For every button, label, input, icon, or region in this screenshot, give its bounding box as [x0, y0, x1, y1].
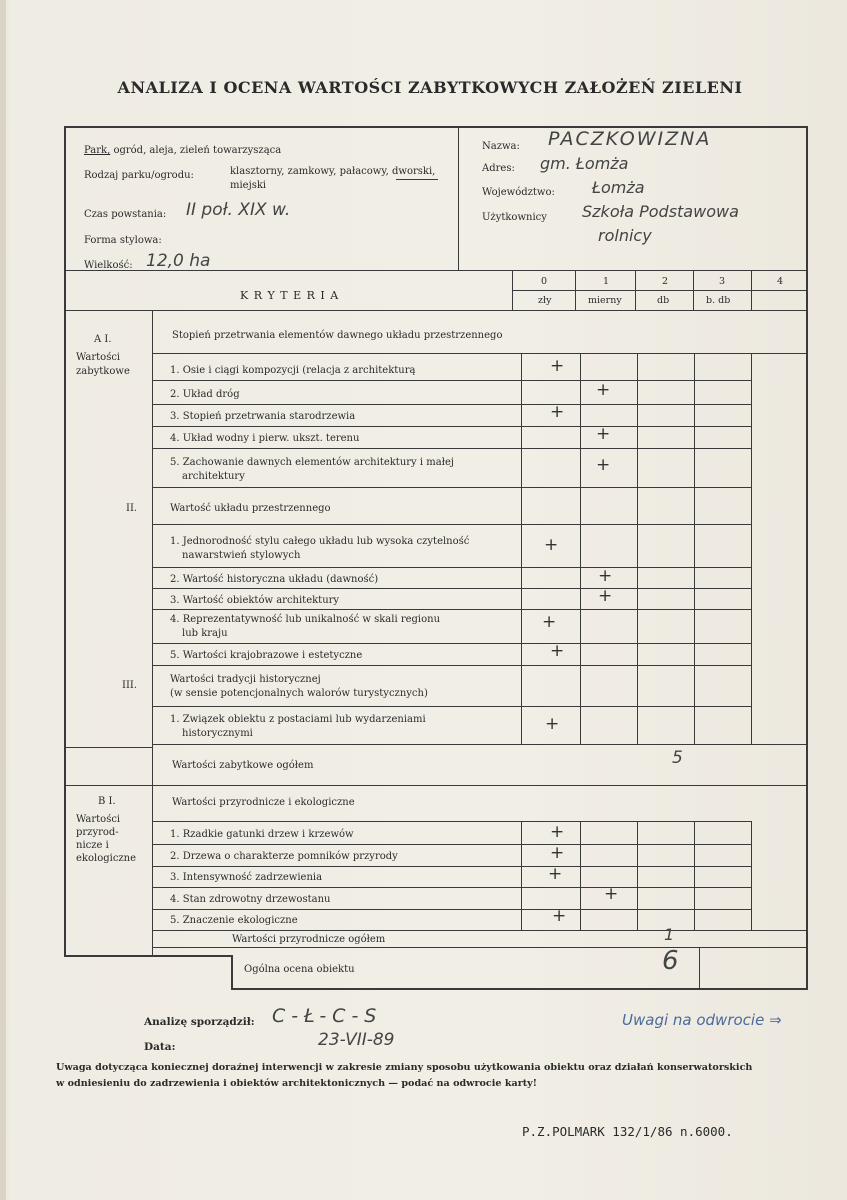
- scale-col-line-2: [635, 270, 636, 310]
- rodzaj-options: klasztorny, zamkowy, pałacowy, dworski,: [230, 166, 436, 177]
- a-total-label: Wartości zabytkowe ogółem: [172, 760, 314, 771]
- a2-heading-line: [152, 524, 752, 525]
- mark-a1-5: +: [596, 455, 611, 475]
- wielkosc-label: Wielkość:: [84, 260, 133, 271]
- a1-row-line-1: [152, 380, 752, 381]
- grid-b-col-0: [521, 821, 522, 930]
- mark-a2-4: +: [542, 612, 557, 632]
- b1-row-line-5: [152, 930, 808, 931]
- a2-item-1-cont: nawarstwień stylowych: [182, 550, 301, 561]
- section-b-name: Wartości: [76, 814, 121, 825]
- scale-num-2: 2: [662, 276, 669, 287]
- a1-item-5: 5. Zachowanie dawnych elementów architektury i małej: [170, 457, 454, 468]
- overall-box-left: [231, 955, 233, 989]
- a1-row-line-4: [152, 448, 752, 449]
- section-a3-label: III.: [122, 680, 138, 691]
- overall-value: 6: [662, 946, 679, 976]
- scale-name-1: mierny: [588, 295, 622, 306]
- adres-label: Adres:: [482, 163, 515, 174]
- a1-heading: Stopień przetrwania elementów dawnego układu przestrzennego: [172, 330, 503, 341]
- b1-item-5: 5. Znaczenie ekologiczne: [170, 915, 298, 926]
- grid-col-2: [637, 353, 638, 745]
- a3-row-line-1: [152, 744, 808, 745]
- a1-item-5-cont: architektury: [182, 471, 245, 482]
- b1-row-line-1: [152, 844, 752, 845]
- a1-item-1: 1. Osie i ciągi kompozycji (relacja z architekturą: [170, 365, 416, 376]
- scale-num-0: 0: [541, 276, 548, 287]
- overall-box-bottom: [231, 988, 808, 990]
- b-total-bottom-line: [152, 947, 808, 948]
- park-underlined: Park,: [84, 145, 111, 156]
- a3-item-1-cont: historycznymi: [182, 728, 253, 739]
- kryteria-heading: K R Y T E R I A: [240, 289, 340, 302]
- b1-item-1: 1. Rzadkie gatunki drzew i krzewów: [170, 829, 354, 840]
- grid-b-col-1: [580, 821, 581, 930]
- scale-bottom-line: [64, 310, 808, 311]
- print-code: P.Z.POLMARK 132/1/86 n.6000.: [522, 1124, 733, 1139]
- scale-col-line-3: [693, 270, 694, 310]
- a1-heading-line: [152, 353, 808, 354]
- a3-heading-line: [152, 706, 752, 707]
- a-total-value: 5: [672, 748, 683, 768]
- nazwa-value: PACZKOWIZNA: [548, 128, 712, 150]
- b1-row-line-2: [152, 866, 752, 867]
- a3-heading-2: (w sensie potencjonalnych walorów turystycznych): [170, 688, 428, 699]
- grid-col-4: [751, 353, 752, 745]
- b1-heading: Wartości przyrodnicze i ekologiczne: [172, 797, 355, 808]
- b1-row-line-4: [152, 909, 752, 910]
- b1-item-3: 3. Intensywność zadrzewienia: [170, 872, 323, 883]
- a1-item-4: 4. Układ wodny i pierw. ukszt. terenu: [170, 433, 360, 444]
- mark-a2-5: +: [550, 641, 565, 661]
- park-type-line: [84, 145, 281, 156]
- mark-a1-3: +: [550, 402, 565, 422]
- mark-a2-3: +: [598, 586, 613, 606]
- section-b-name-4: ekologiczne: [76, 853, 137, 864]
- mark-b1-5: +: [552, 906, 567, 926]
- notice-line-2: w odniesieniu do zadrzewienia i obiektów architektonicznych — podać na odwrocie karty!: [56, 1078, 537, 1089]
- section-a-name: Wartości: [76, 352, 121, 363]
- a2-row-line-1: [152, 567, 752, 568]
- a2-item-5: 5. Wartości krajobrazowe i estetyczne: [170, 650, 363, 661]
- notice-line-1: Uwaga dotycząca koniecznej doraźnej interwencji w zakresie zmiany sposobu użytkowania obiektu oraz działań konserwatorskich: [56, 1062, 753, 1073]
- a-total-left-line: [64, 747, 153, 748]
- a2-item-2: 2. Wartość historyczna układu (dawność): [170, 574, 379, 585]
- a2-row-line-4: [152, 643, 752, 644]
- overall-box-right: [806, 955, 808, 989]
- scale-num-4: 4: [777, 276, 784, 287]
- adres-value: gm. Łomża: [540, 154, 629, 173]
- scale-col-line-4: [751, 270, 752, 310]
- forma-label: Forma stylowa:: [84, 235, 162, 246]
- mark-a2-1: +: [544, 535, 559, 555]
- table-border-right: [806, 126, 808, 958]
- a2-row-line-5: [152, 665, 752, 666]
- overall-box-divider: [699, 947, 700, 989]
- b-total-label: Wartości przyrodnicze ogółem: [232, 934, 386, 945]
- czas-label: Czas powstania:: [84, 209, 167, 220]
- section-a2-label: II.: [126, 503, 138, 514]
- ab-separator-line: [64, 785, 808, 786]
- scale-col-line-1: [575, 270, 576, 310]
- scale-num-3: 3: [719, 276, 726, 287]
- page-edge-shadow: [0, 0, 6, 1200]
- section-b-name-2: przyrod-: [76, 827, 119, 838]
- scale-mid-line: [512, 290, 808, 291]
- a2-row-line-3: [152, 609, 752, 610]
- a3-heading: Wartości tradycji historycznej: [170, 674, 321, 685]
- uwagi-note: Uwagi na odwrocie ⇒: [622, 1011, 782, 1029]
- scale-name-2: db: [657, 295, 670, 306]
- table-border-left: [64, 126, 66, 956]
- wielkosc-value: 12,0 ha: [146, 251, 211, 271]
- analize-signature: C-Ł-C-S: [272, 1005, 383, 1027]
- mark-a2-2: +: [598, 566, 613, 586]
- uzytkownicy-value: Szkoła Podstawowa: [582, 202, 739, 221]
- scale-name-3: b. db: [706, 295, 731, 306]
- mark-a1-1: +: [550, 356, 565, 376]
- a1-item-2: 2. Układ dróg: [170, 389, 240, 400]
- form-title: ANALIZA I OCENA WARTOŚCI ZABYTKOWYCH ZAŁOŻEŃ ZIELENI: [117, 78, 743, 97]
- a2-item-4-cont: lub kraju: [182, 628, 228, 639]
- data-label: Data:: [144, 1041, 176, 1053]
- a2-heading: Wartość układu przestrzennego: [170, 503, 331, 514]
- grid-col-3: [694, 353, 695, 745]
- section-a-label: A I.: [94, 334, 112, 345]
- a2-row-line-2: [152, 588, 752, 589]
- section-b-label: B I.: [98, 796, 116, 807]
- b-total-value: 1: [664, 925, 675, 944]
- czas-value: II poł. XIX w.: [186, 200, 291, 220]
- grid-b-col-3: [694, 821, 695, 930]
- mark-a1-4: +: [596, 424, 611, 444]
- park-type-rest: ogród, aleja, zieleń towarzysząca: [110, 145, 282, 156]
- b1-item-4: 4. Stan zdrowotny drzewostanu: [170, 894, 331, 905]
- wojewodztwo-label: Województwo:: [482, 187, 555, 198]
- a1-row-line-2: [152, 404, 752, 405]
- a2-item-3: 3. Wartość obiektów architektury: [170, 595, 340, 606]
- rodzaj-label: Rodzaj parku/ogrodu:: [84, 170, 194, 181]
- wojewodztwo-value: Łomża: [592, 178, 645, 197]
- b1-item-2: 2. Drzewa o charakterze pomników przyrody: [170, 851, 398, 862]
- scale-num-1: 1: [603, 276, 610, 287]
- table-border-bottom: [64, 955, 232, 957]
- b1-heading-line: [152, 821, 752, 822]
- a3-item-1: 1. Związek obiektu z postaciami lub wydarzeniami: [170, 714, 426, 725]
- nazwa-label: Nazwa:: [482, 141, 520, 152]
- dworski-underline: [396, 179, 438, 180]
- analize-label: Analizę sporządził:: [144, 1016, 255, 1028]
- grid-b-col-4: [751, 821, 752, 930]
- uzytkownicy-label: Użytkownicy: [482, 212, 547, 223]
- data-value: 23-VII-89: [318, 1030, 395, 1050]
- a1-item-3: 3. Stopień przetrwania starodrzewia: [170, 411, 356, 422]
- a1-row-line-3: [152, 426, 752, 427]
- mark-b1-4: +: [604, 884, 619, 904]
- mark-b1-3: +: [548, 864, 563, 884]
- a2-item-1: 1. Jednorodność stylu całego układu lub wysoka czytelność: [170, 536, 470, 547]
- grid-b-col-2: [637, 821, 638, 930]
- rodzaj-options-2: miejski: [230, 180, 267, 191]
- a2-item-4: 4. Reprezentatywność lub unikalność w skali regionu: [170, 614, 441, 625]
- a1-row-line-5: [152, 487, 752, 488]
- grid-col-0: [521, 353, 522, 745]
- mark-a3-1: +: [545, 714, 560, 734]
- category-column-line: [152, 310, 153, 955]
- scale-col-line-0: [512, 270, 513, 310]
- overall-label: Ogólna ocena obiektu: [244, 964, 355, 975]
- header-divider-vertical: [458, 126, 459, 270]
- mark-a1-2: +: [596, 380, 611, 400]
- section-a-name-2: zabytkowe: [76, 366, 130, 377]
- uzytkownicy-value-2: rolnicy: [598, 226, 652, 245]
- grid-col-1: [580, 353, 581, 745]
- b1-row-line-3: [152, 887, 752, 888]
- mark-b1-1: +: [550, 822, 565, 842]
- scale-name-0: zły: [538, 295, 552, 306]
- mark-b1-2: +: [550, 843, 565, 863]
- section-b-name-3: nicze i: [76, 840, 109, 851]
